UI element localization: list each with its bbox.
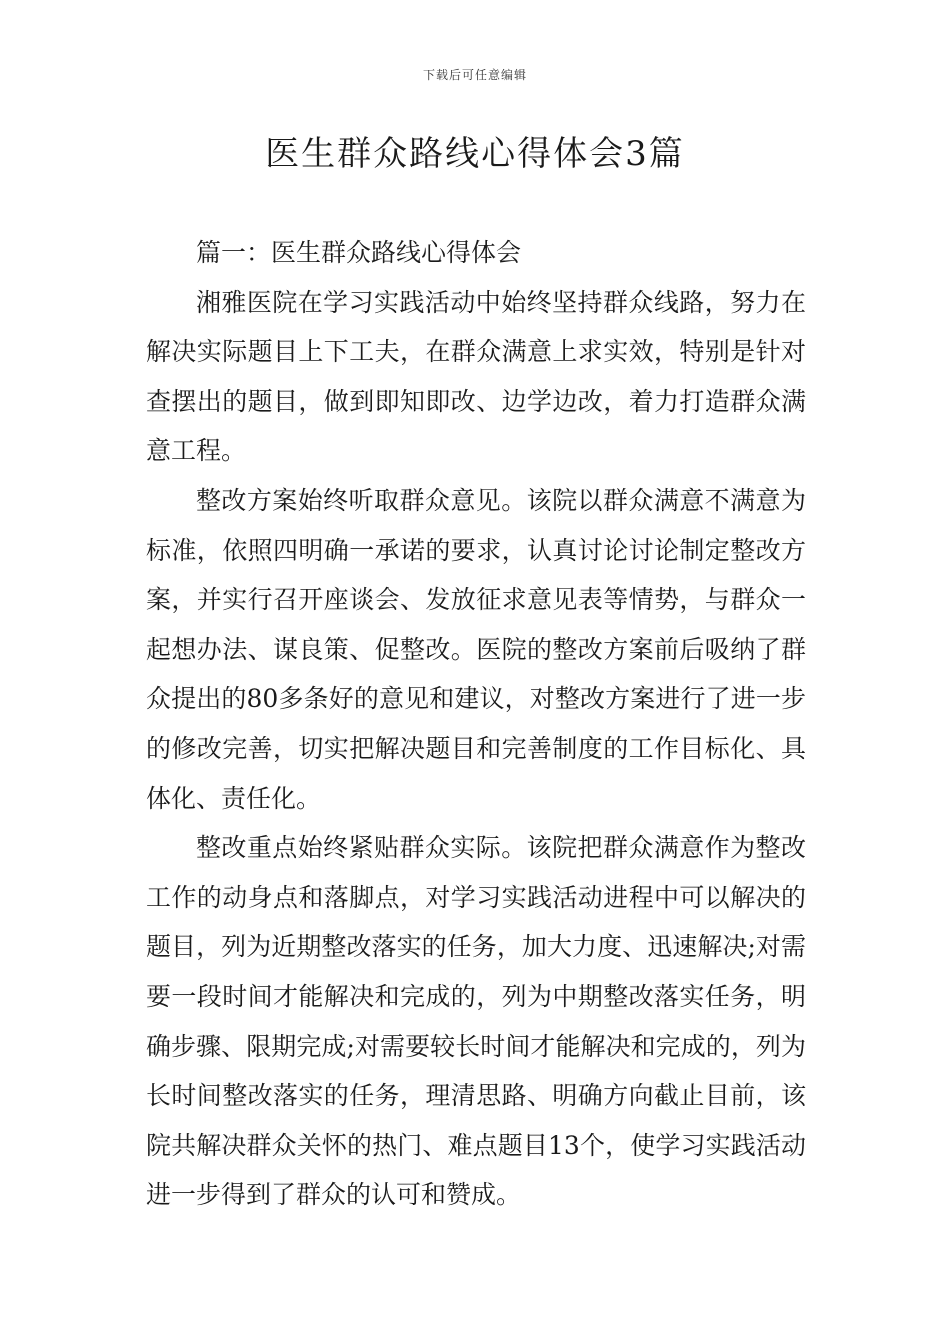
document-title: 医生群众路线心得体会3篇 [265, 134, 685, 174]
header-note: 下载后可任意编辑 [422, 68, 527, 82]
paragraph-2: 整改方案始终听取群众意见。该院以群众满意不满意为标准，依照四明确一承诺的要求，认真讨论讨论制定整改方案，并实行召开座谈会、发放征求意见表等情势，与群众一起想办法、谋良策、促整改。医院的整改方案前后吸纳了群众提出的80多条好的意见和建议，对整改方案进行了进一步的修改完善，切实把解决题目和完善制度的工作目标化、具体化、责任化。 [146, 485, 806, 813]
document-body [146, 228, 806, 1220]
paragraph-1: 湘雅医院在学习实践活动中始终坚持群众线路，努力在解决实际题目上下工夫，在群众满意上求实效，特别是针对查摆出的题目，做到即知即改、边学边改，着力打造群众满意工程。 [146, 287, 806, 466]
section-heading: 篇一：医生群众路线心得体会 [196, 238, 522, 267]
paragraph-3: 整改重点始终紧贴群众实际。该院把群众满意作为整改工作的动身点和落脚点，对学习实践活动进程中可以解决的题目，列为近期整改落实的任务，加大力度、迅速解决;对需要一段时间才能解决和完成的，列为中期整改落实任务，明确步骤、限期完成;对需要较长时间才能解决和完成的，列为长时间整改落实的任务，理清思路、明确方向截止目前，该院共解决群众关怀的热门、难点题目13个，使学习实践活动进一步得到了群众的认可和赞成。 [146, 833, 806, 1210]
